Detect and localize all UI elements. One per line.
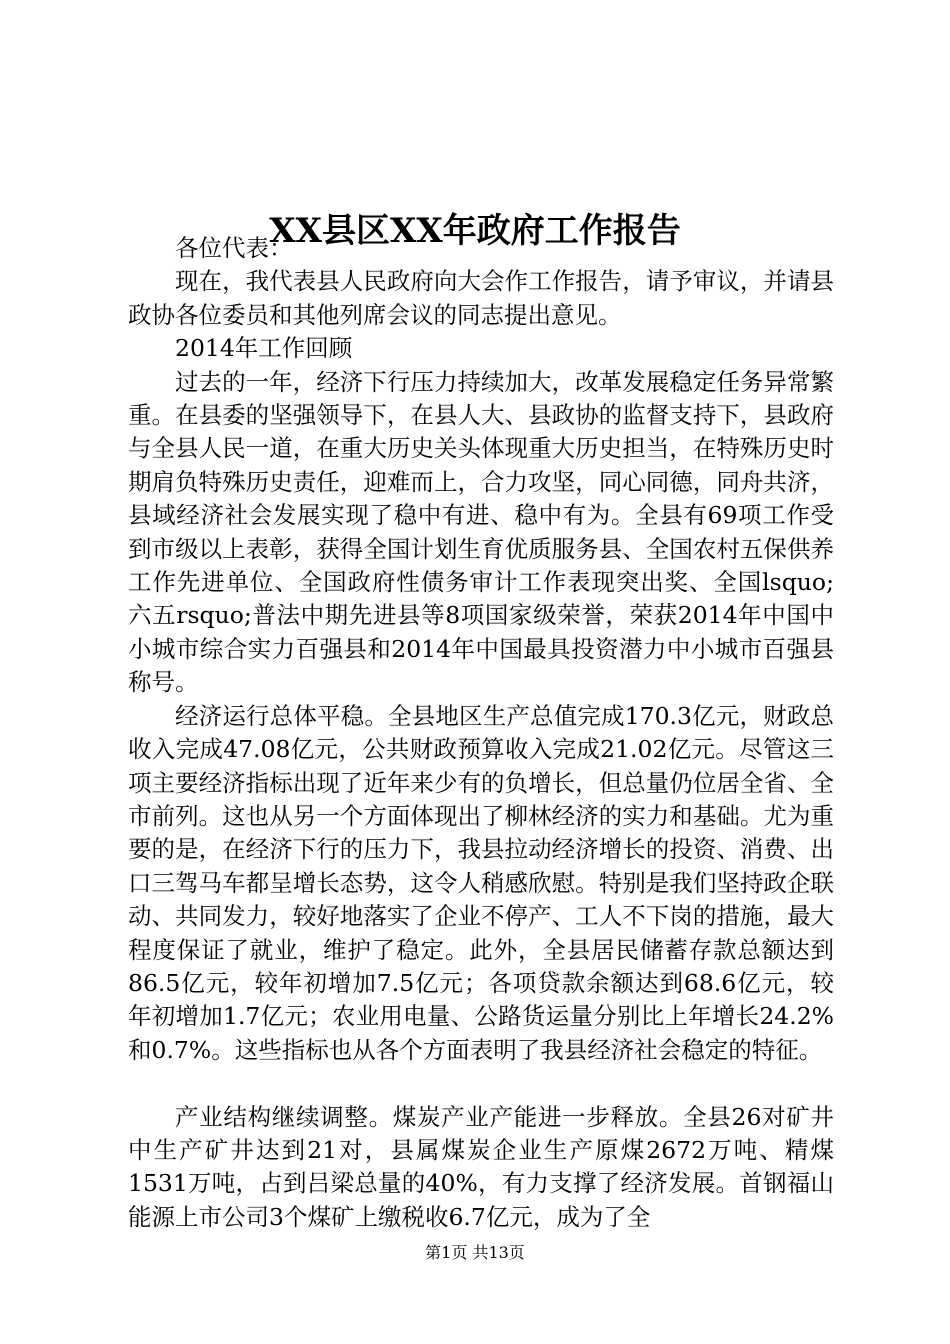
intro-paragraph: 现在，我代表县人民政府向大会作工作报告，请予审议，并请县政协各位委员和其他列席会议的同志提出意见。 — [128, 267, 834, 329]
industry-paragraph: 产业结构继续调整。煤炭产业产能进一步释放。全县26对矿井中生产矿井达到21对，县属煤炭企业生产原煤2672万吨、精煤1531万吨，占到吕梁总量的40%，有力支撑了经济发展。首钢福山能源上市公司3个煤矿上缴税收6.7亿元，成为了全 — [128, 1102, 834, 1231]
economy-paragraph: 经济运行总体平稳。全县地区生产总值完成170.3亿元，财政总收入完成47.08亿元，公共财政预算收入完成21.02亿元。尽管这三项主要经济指标出现了近年来少有的负增长，但总量仍位居全省、全市前列。这也从另一个方面体现出了柳林经济的实力和基础。尤为重要的是，在经济下行的压力下，我县拉动经济增长的投资、消费、出口三驾马车都呈增长态势，这令人稍感欣慰。特别是我们坚持政企联动、共同发力，较好地落实了企业不停产、工人不下岗的措施，最大程度保证了就业，维护了稳定。此外，全县居民储蓄存款总额达到86.5亿元，较年初增加7.5亿元；各项贷款余额达到68.6亿元，较年初增加1.7亿元；农业用电量、公路货运量分别比上年增长24.2%和0.7%。这些指标也从各个方面表明了我县经济社会稳定的特征。 — [128, 701, 834, 1064]
section-heading: 2014年工作回顾 — [175, 334, 353, 363]
document-title: XX县区XX年政府工作报告 — [269, 210, 681, 251]
page-number: 第1页 共13页 — [425, 1243, 525, 1262]
salutation-paragraph: 各位代表： — [175, 234, 293, 262]
document-body — [128, 232, 834, 1234]
review-paragraph: 过去的一年，经济下行压力持续加大，改革发展稳定任务异常繁重。在县委的坚强领导下，在县人大、县政协的监督支持下，县政府与全县人民一道，在重大历史关头体现重大历史担当，在特殊历史时期肩负特殊历史责任，迎难而上，合力攻坚，同心同德，同舟共济，县域经济社会发展实现了稳中有进、稳中有为。全县有69项工作受到市级以上表彰，获得全国计划生育优质服务县、全国农村五保供养工作先进单位、全国政府性债务审计工作表现突出奖、全国lsquo;六五rsquo;普法中期先进县等8项国家级荣誉，荣获2014年中国中小城市综合实力百强县和2014年中国最具投资潜力中小城市百强县称号。 — [128, 367, 834, 697]
